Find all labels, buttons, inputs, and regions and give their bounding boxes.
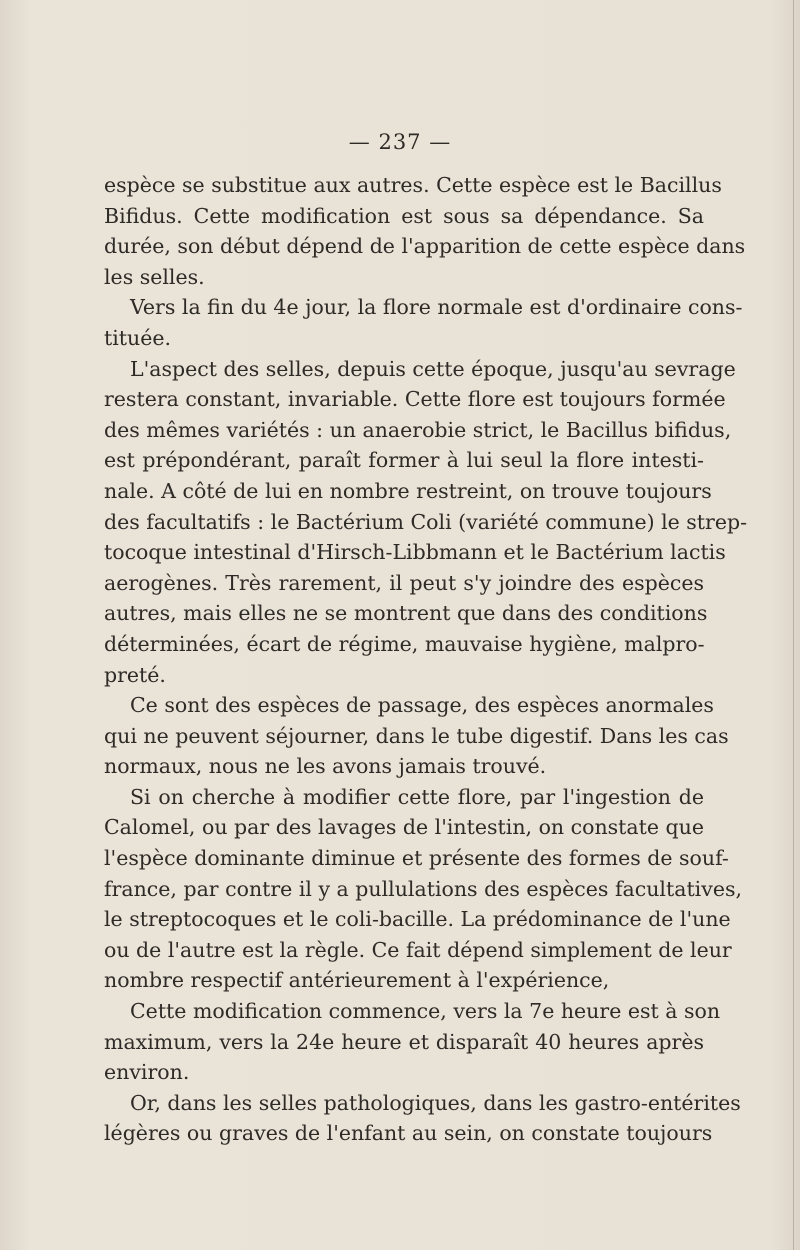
- text-line: tituée.: [104, 325, 172, 350]
- text-line: restera constant, invariable. Cette flore est toujours formée: [104, 387, 726, 412]
- text-line: Calomel, ou par des lavages de l'intestin, on constate que: [104, 815, 704, 840]
- text-line: le streptocoques et le coli-bacille. La prédominance de l'une: [104, 907, 731, 932]
- text-line: nombre respectif antérieurement à l'expérience,: [104, 968, 610, 993]
- text-line: Ce sont des espèces de passage, des espèces anormales: [130, 693, 714, 718]
- paragraph: [104, 292, 743, 353]
- body-text: [104, 170, 748, 1149]
- text-line: est prépondérant, paraît former à lui seul la flore intesti-: [104, 448, 704, 473]
- text-line: légères ou graves de l'enfant au sein, on constate toujours: [104, 1121, 713, 1146]
- paragraph: [104, 782, 742, 996]
- text-line: Or, dans les selles pathologiques, dans les gastro-entérites: [130, 1090, 741, 1115]
- paragraph: [104, 170, 746, 292]
- text-line: preté.: [104, 662, 166, 687]
- page-number: — 237 —: [348, 130, 452, 154]
- paragraph: [104, 1088, 741, 1149]
- text-line: Vers la fin du 4e jour, la flore normale est d'ordinaire cons-: [130, 295, 743, 320]
- text-line: des mêmes variétés : un anaerobie strict, le Bacillus bifidus,: [104, 417, 732, 442]
- text-line: tocoque intestinal d'Hirsch-Libbmann et le Bactérium lactis: [104, 540, 726, 565]
- text-line: maximum, vers la 24e heure et disparaît 40 heures après: [104, 1029, 704, 1054]
- text-line: l'espèce dominante diminue et présente des formes de souf-: [104, 846, 729, 871]
- text-line: Cette modification commence, vers la 7e heure est à son: [130, 999, 721, 1024]
- text-line: Si on cherche à modifier cette flore, par l'ingestion de: [130, 784, 704, 809]
- text-line: L'aspect des selles, depuis cette époque, jusqu'au sevrage: [130, 356, 736, 381]
- paragraph: [104, 354, 748, 691]
- text-line: les selles.: [104, 264, 205, 289]
- text-line: normaux, nous ne les avons jamais trouvé.: [104, 754, 547, 779]
- text-line: Bifidus. Cette modification est sous sa dépendance. Sa: [104, 203, 704, 228]
- text-line: déterminées, écart de régime, mauvaise hygiène, malpro-: [104, 631, 705, 656]
- text-line: autres, mais elles ne se montrent que dans des conditions: [104, 601, 708, 626]
- text-line: aerogènes. Très rarement, il peut s'y joindre des espèces: [104, 570, 704, 595]
- paragraph: [104, 996, 721, 1088]
- text-line: qui ne peuvent séjourner, dans le tube digestif. Dans les cas: [104, 723, 729, 748]
- text-line: espèce se substitue aux autres. Cette espèce est le Bacillus: [104, 173, 722, 197]
- text-line: des facultatifs : le Bactérium Coli (variété commune) le strep-: [104, 509, 748, 534]
- text-line: durée, son début dépend de l'apparition de cette espèce dans: [104, 234, 746, 259]
- text-line: environ.: [104, 1060, 190, 1085]
- paragraph: [104, 690, 729, 782]
- text-line: ou de l'autre est la règle. Ce fait dépend simplement de leur: [104, 937, 732, 962]
- text-line: france, par contre il y a pullulations des espèces facultatives,: [104, 876, 742, 901]
- text-line: nale. A côté de lui en nombre restreint, on trouve toujours: [104, 478, 712, 503]
- page-edge: [793, 0, 794, 1250]
